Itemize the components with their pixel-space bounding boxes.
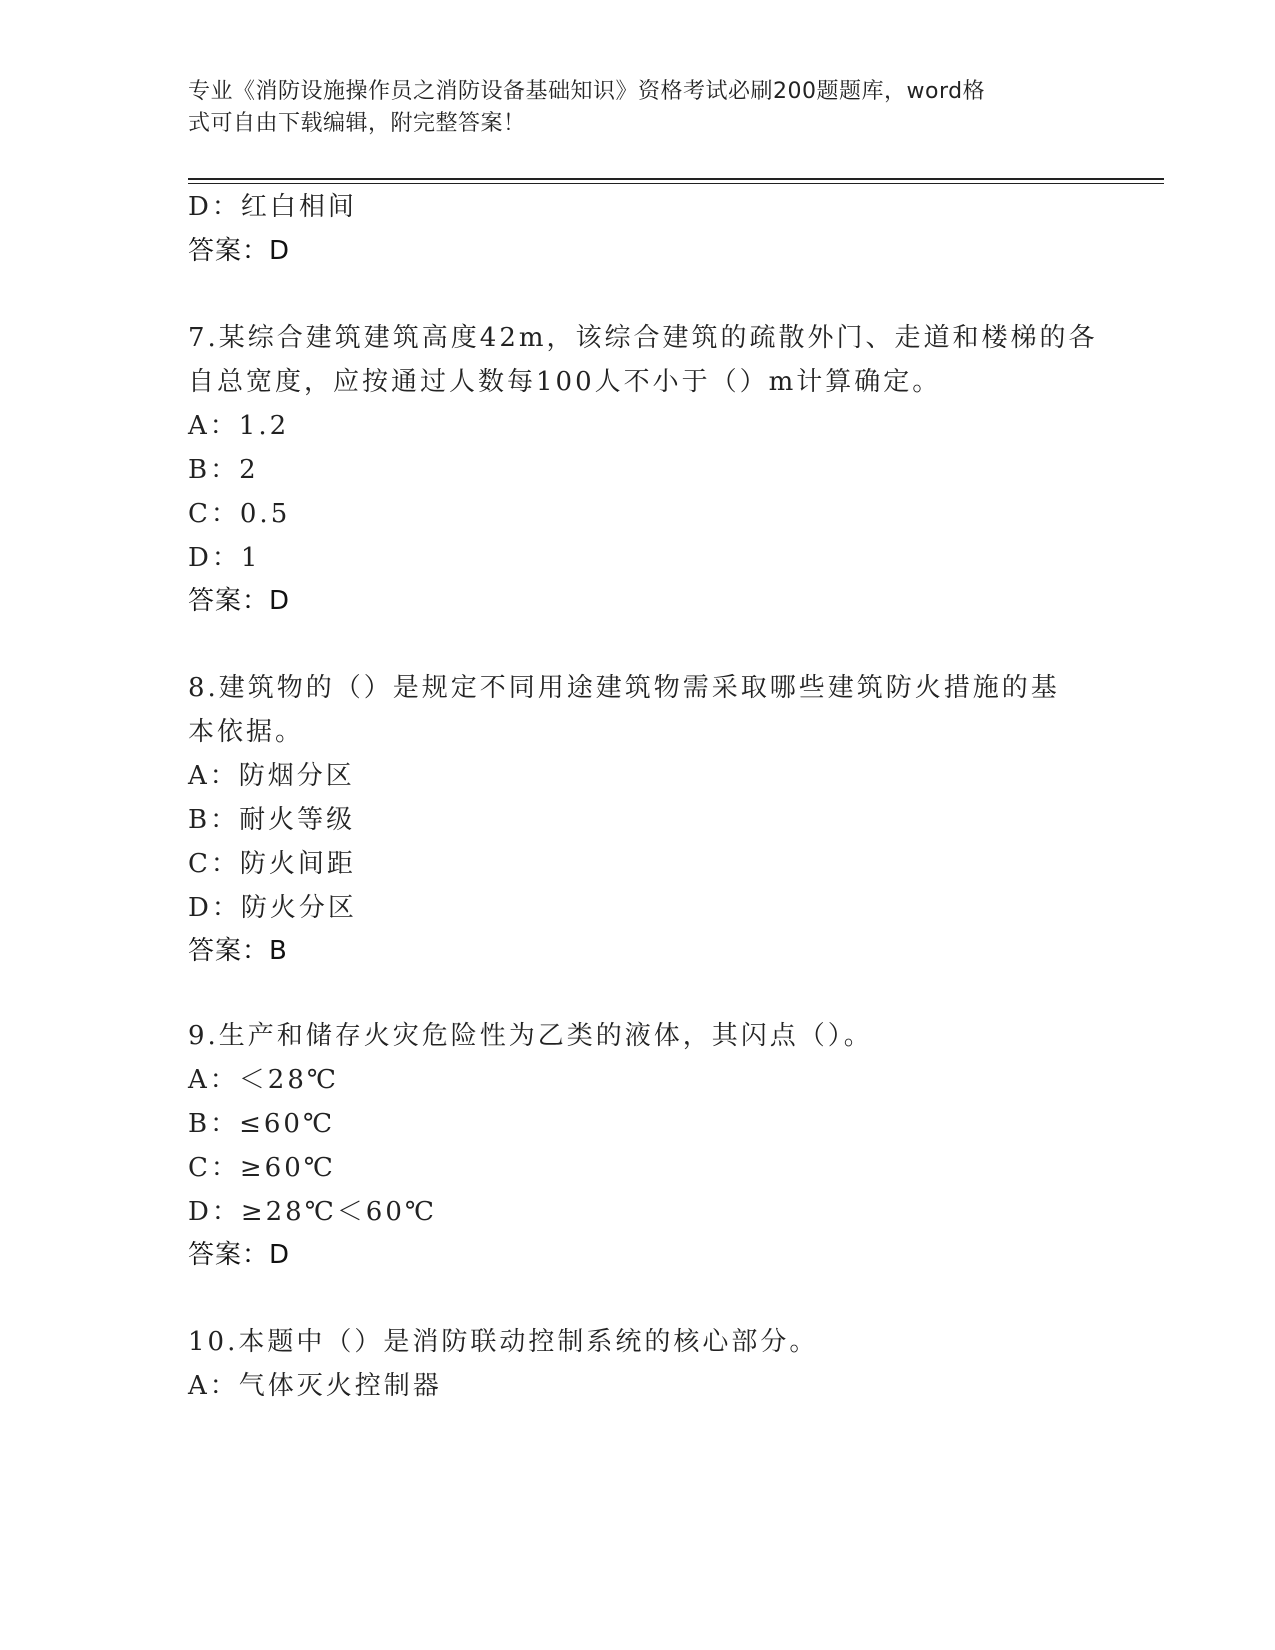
question-9-option-a: A：＜28℃ — [188, 1065, 339, 1095]
question-7-option-d: D：1 — [188, 543, 261, 573]
header-title-line-1: 专业《消防设施操作员之消防设备基础知识》资格考试必刷200题题库，word格 — [188, 79, 986, 104]
question-7-text-cont: 自总宽度，应按通过人数每100人不小于（）m计算确定。 — [188, 367, 942, 397]
question-8-option-a: A：防烟分区 — [188, 761, 355, 791]
header-title-line-2: 式可自由下载编辑，附完整答案！ — [188, 111, 526, 136]
header-divider-thick — [188, 178, 1164, 180]
question-9-answer: 答案：D — [188, 1240, 291, 1270]
question-9-text: 9.生产和储存火灾危险性为乙类的液体，其闪点（）。 — [188, 1021, 873, 1051]
question-8-option-b: B：耐火等级 — [188, 805, 356, 835]
document-header — [188, 76, 1068, 140]
option-d: D：红白相间 — [188, 192, 357, 222]
question-7-option-b: B：2 — [188, 455, 259, 485]
question-7-text: 7.某综合建筑建筑高度42m，该综合建筑的疏散外门、走道和楼梯的各 — [188, 323, 1098, 353]
question-10-option-a: A：气体灭火控制器 — [188, 1371, 442, 1401]
question-9-option-c: C：≥60℃ — [188, 1153, 336, 1183]
answer-line: 答案：D — [188, 236, 291, 266]
question-8-text: 8.建筑物的（）是规定不同用途建筑物需采取哪些建筑防火措施的基 — [188, 673, 1060, 703]
question-8-option-c: C：防火间距 — [188, 849, 356, 879]
question-7-answer: 答案：D — [188, 586, 291, 616]
question-9-option-d: D：≥28℃＜60℃ — [188, 1197, 437, 1227]
question-8-option-d: D：防火分区 — [188, 893, 357, 923]
question-7-option-a: A：1.2 — [188, 411, 290, 441]
question-7-option-c: C：0.5 — [188, 499, 291, 529]
question-10-text: 10.本题中（）是消防联动控制系统的核心部分。 — [188, 1327, 819, 1357]
question-8-text-cont: 本依据。 — [188, 717, 305, 747]
question-8-answer: 答案：B — [188, 936, 288, 966]
question-9-option-b: B：≤60℃ — [188, 1109, 336, 1139]
header-divider-thin — [188, 183, 1164, 184]
